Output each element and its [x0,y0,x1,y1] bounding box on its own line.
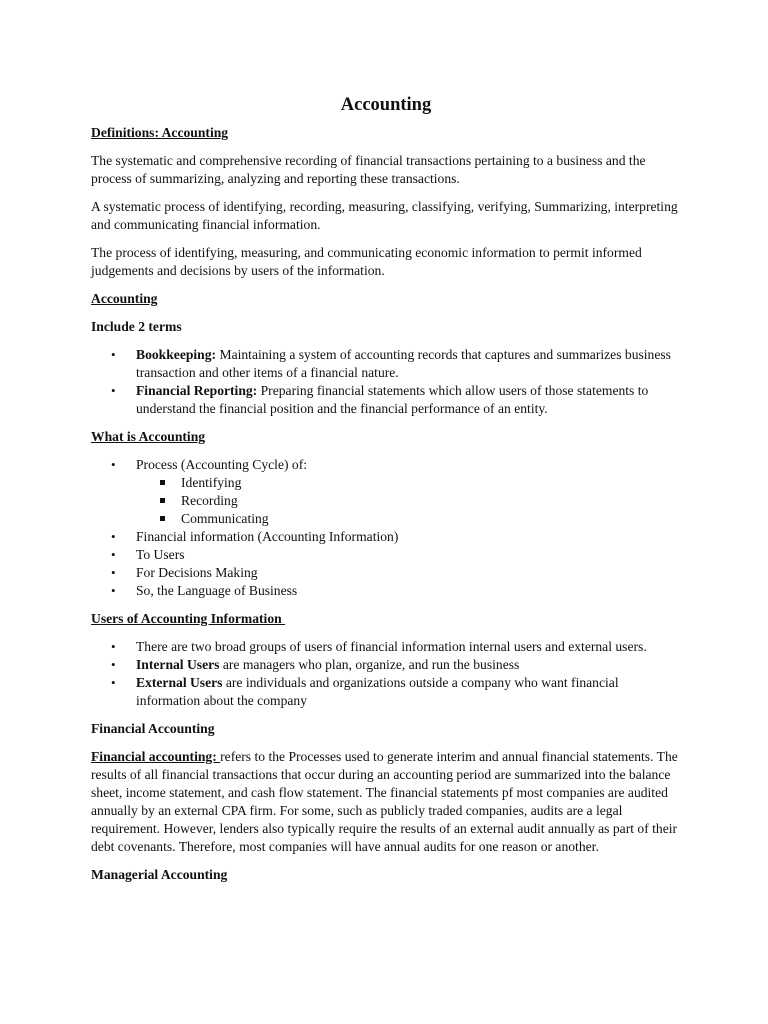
document-body [91,94,681,894]
list-item-step: Recording [136,492,681,510]
list-item-users-intro: • There are two broad groups of users of financial information internal users and external users. [91,638,681,656]
users-list [91,638,681,710]
accounting-heading: Accounting [91,291,158,306]
term-bookkeeping: Bookkeeping: [136,347,217,362]
definition-paragraph-3: The process of identifying, measuring, and communicating economic information to permit informed judgements and decisions by users of the information. [91,245,642,278]
list-item-external-users [91,674,681,710]
financial-accounting-paragraph [91,748,681,856]
term-external-users: External Users [136,675,223,690]
list-item-process [91,456,681,528]
term-financial-accounting: Financial accounting: [91,749,221,764]
process-label: Process (Accounting Cycle) of: [136,457,308,472]
external-users-description: are individuals and organizations outside a company who want financial information about the company [136,675,619,708]
list-item: • So, the Language of Business [91,582,681,600]
internal-users-description: are managers who plan, organize, and run the business [219,657,520,672]
financial-accounting-heading: Financial Accounting [91,721,215,736]
list-item: • Financial information (Accounting Information) [91,528,681,546]
accounting-terms-list [91,346,681,418]
definitions-heading: Definitions: Accounting [91,125,229,140]
list-item-step: Identifying [136,474,681,492]
list-item: • To Users [91,546,681,564]
users-heading: Users of Accounting Information [91,611,286,626]
managerial-accounting-heading: Managerial Accounting [91,867,228,882]
financial-reporting-description: Preparing financial statements which allow users of those statements to understand the financial position and the financial performance of an entity. [136,383,649,416]
list-item: • For Decisions Making [91,564,681,582]
list-item-internal-users [91,656,681,674]
list-item-financial-reporting [91,382,681,418]
list-item-bookkeeping [91,346,681,382]
list-item-step: Communicating [136,510,681,528]
bookkeeping-description: Maintaining a system of accounting records that captures and summarizes business transaction and other items of a financial nature. [136,347,671,380]
what-is-accounting-list [91,456,681,600]
definition-paragraph-1: The systematic and comprehensive recording of financial transactions pertaining to a business and the process of summarizing, analyzing and reporting these transactions. [91,153,646,186]
process-steps-list [136,474,681,528]
definition-paragraph-2: A systematic process of identifying, recording, measuring, classifying, verifying, Summarizing, interpreting and communicating financial information. [91,199,678,232]
financial-accounting-text: refers to the Processes used to generate interim and annual financial statements. The results of all financial transactions that occur during an accounting period are summarized into the balance sheet, income statement, and cash flow statement. The financial statements pf most companies are audited annually by an external CPA firm. For some, such as publicly traded companies, audits are a legal requirement. However, lenders also typically require the results of an external audit annually as part of their debt covenants. Therefore, most companies will have annual audits for one reason or another. [91,749,678,854]
term-financial-reporting: Financial Reporting: [136,383,258,398]
what-is-accounting-heading: What is Accounting [91,429,206,444]
term-internal-users: Internal Users [136,657,220,672]
page-title: Accounting [340,95,432,115]
include-terms-heading: Include 2 terms [91,319,182,334]
